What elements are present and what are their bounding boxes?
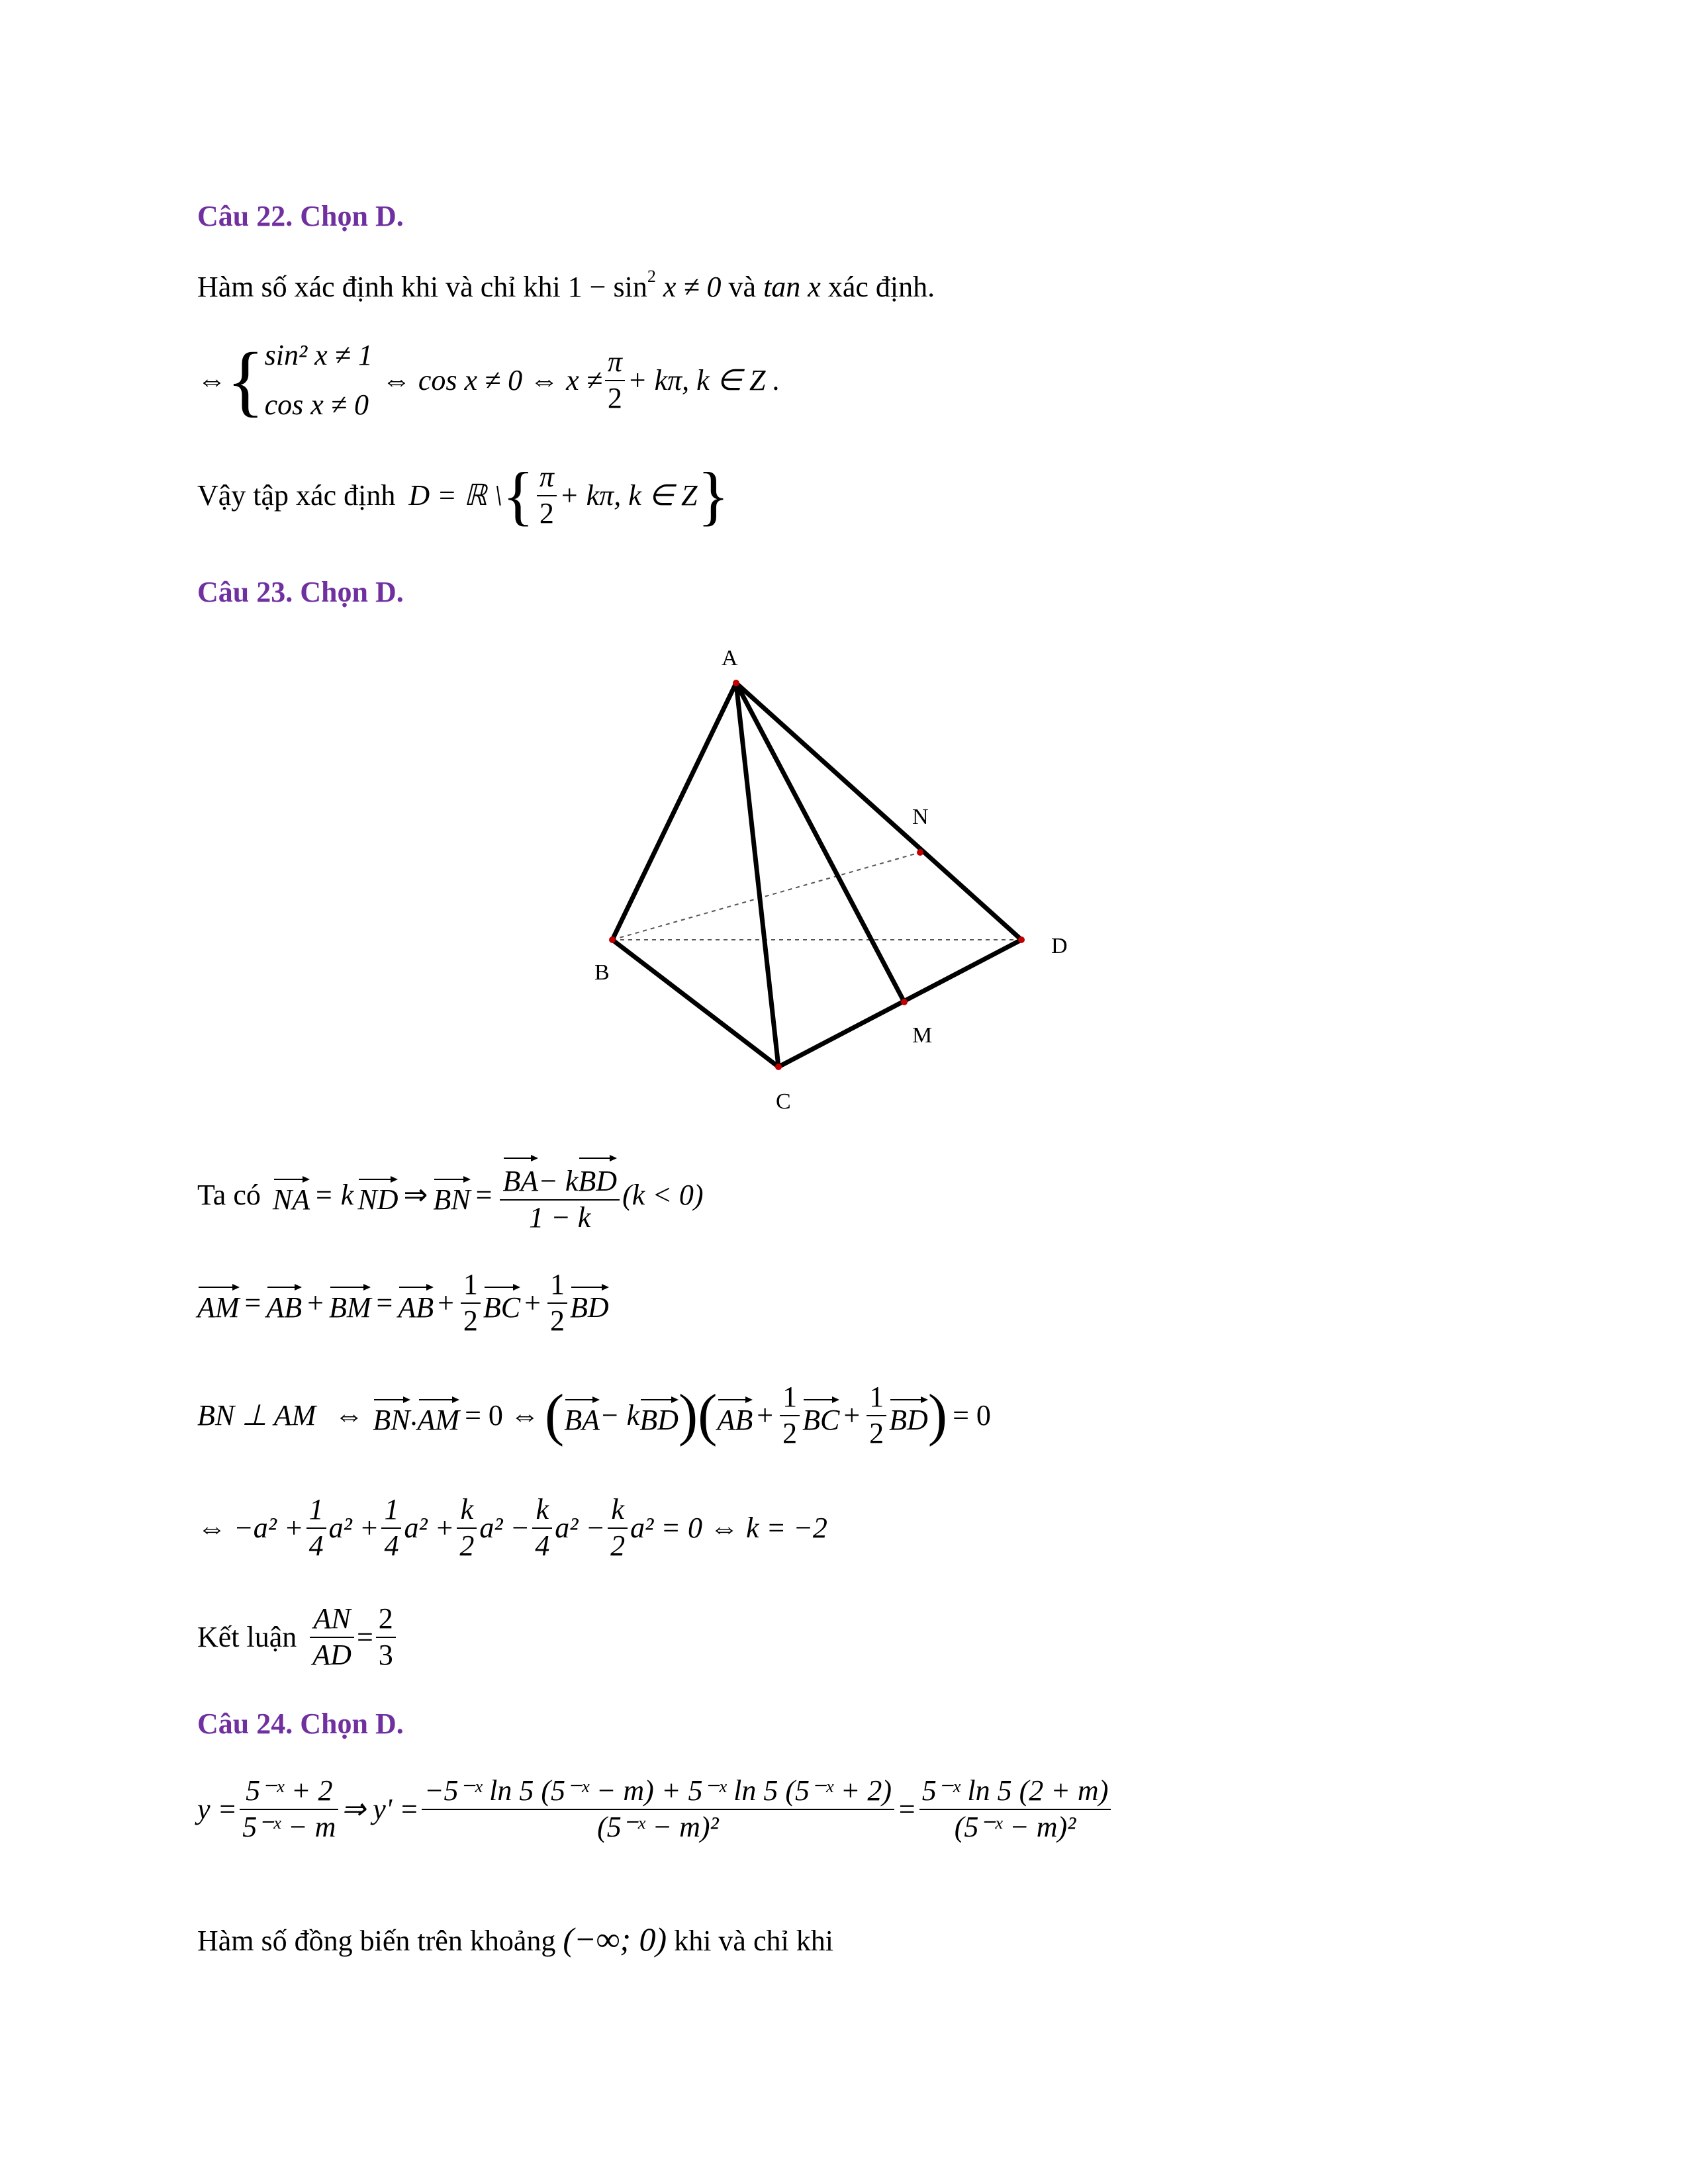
q24-eq: = bbox=[897, 1792, 917, 1825]
q23-line2-eq: = bbox=[244, 1286, 261, 1319]
q24-y-lhs: y = bbox=[197, 1792, 238, 1825]
q22-domain-text: Vậy tập xác định bbox=[197, 478, 396, 512]
vec-BD: BD bbox=[578, 1155, 617, 1199]
q23-line1-frac-den: 1 − k bbox=[529, 1201, 591, 1234]
q23-line1-eq: = k bbox=[314, 1178, 354, 1211]
vec-ND: ND bbox=[357, 1176, 398, 1214]
q22-sys-row2: cos x ≠ 0 bbox=[264, 388, 369, 421]
label-B: B bbox=[594, 960, 610, 985]
vec-AM: AM bbox=[197, 1284, 240, 1322]
q24-d-den: (5⁻ˣ − m)² bbox=[597, 1810, 719, 1843]
vec-BD-4: BD bbox=[889, 1396, 928, 1435]
q23-line4-term3: a² − bbox=[479, 1511, 530, 1544]
point-A bbox=[733, 680, 739, 686]
q22-line1-end: xác định. bbox=[827, 271, 935, 303]
q23-line4-frac5-den: 2 bbox=[610, 1529, 626, 1562]
q23-line3-zero: = 0 ⇔ bbox=[465, 1398, 539, 1432]
vec-AB-2: AB bbox=[398, 1284, 434, 1322]
q22-heading: Câu 22. Chọn D. bbox=[197, 200, 404, 232]
q23-line1-eq2: = bbox=[475, 1178, 492, 1211]
q22-domain-lhs: D = ℝ \ bbox=[408, 478, 502, 512]
edge-AD bbox=[736, 683, 1021, 940]
vec-BD-2: BD bbox=[570, 1284, 609, 1322]
q23-line4-frac3 bbox=[457, 1492, 477, 1564]
q22-domain-rbrace: } bbox=[697, 458, 729, 532]
q23-line4-frac2-den: 4 bbox=[384, 1529, 399, 1562]
vec-NA: NA bbox=[273, 1176, 310, 1214]
q23-conclusion-rden: 3 bbox=[378, 1638, 393, 1671]
point-N bbox=[917, 849, 923, 856]
q22-domain-end: + kπ, k ∈ Z bbox=[559, 478, 698, 512]
q23-line1-text: Ta có bbox=[197, 1178, 261, 1211]
q23-line3-end: = 0 bbox=[953, 1398, 991, 1432]
q22-frac-den: 2 bbox=[607, 381, 622, 414]
q23-line2-frac2 bbox=[547, 1267, 567, 1339]
q22-line1 bbox=[197, 268, 935, 302]
q24-r-den: (5⁻ˣ − m)² bbox=[954, 1810, 1076, 1843]
q23-line2-frac1-num: 1 bbox=[461, 1267, 481, 1304]
q23-line4-term4: a² − bbox=[555, 1511, 606, 1544]
q23-line3-lparen2: ( bbox=[698, 1383, 718, 1447]
q23-line4-frac2-num: 1 bbox=[381, 1492, 401, 1529]
q23-line4-frac4-den: 4 bbox=[535, 1529, 550, 1562]
q24-final-a: Hàm số đồng biến trên khoảng bbox=[197, 1925, 556, 1957]
vec-AB-3: AB bbox=[717, 1396, 753, 1435]
point-D bbox=[1018, 936, 1025, 943]
q23-line3-frac1 bbox=[780, 1380, 800, 1451]
q22-domain-frac bbox=[537, 460, 557, 531]
vec-BM: BM bbox=[329, 1284, 371, 1322]
q24-r-frac bbox=[919, 1774, 1111, 1845]
q24-y-frac bbox=[240, 1774, 338, 1845]
vec-BN-2: BN bbox=[373, 1396, 410, 1435]
q23-line3-frac2 bbox=[867, 1380, 886, 1451]
q23-line3-eqv: ⇔ bbox=[334, 1398, 364, 1432]
q23-line4-term2: a² + bbox=[404, 1511, 455, 1544]
q22-domain-frac-num: π bbox=[537, 460, 557, 496]
q23-line3-plus2: + bbox=[843, 1398, 861, 1432]
vec-BD-3: BD bbox=[639, 1396, 679, 1435]
q23-heading: Câu 23. Chọn D. bbox=[197, 576, 404, 608]
q22-domain-frac-den: 2 bbox=[539, 496, 554, 529]
q23-line1-cond: (k < 0) bbox=[622, 1178, 704, 1211]
q24-y-den: 5⁻ˣ − m bbox=[242, 1810, 336, 1843]
vec-BC: BC bbox=[483, 1284, 520, 1322]
q23-line3-lparen1: ( bbox=[544, 1383, 565, 1447]
q24-final bbox=[197, 1923, 833, 1956]
point-M bbox=[901, 999, 908, 1005]
q23-line2-plus: + bbox=[307, 1286, 324, 1319]
q24-r-num: 5⁻ˣ ln 5 (2 + m) bbox=[919, 1774, 1111, 1810]
q24-d-frac bbox=[422, 1774, 894, 1845]
q23-conclusion bbox=[197, 1602, 399, 1673]
tetrahedron-figure bbox=[569, 635, 1099, 1125]
q23-line4-frac2 bbox=[381, 1492, 401, 1564]
q23-line3-frac1-den: 2 bbox=[782, 1416, 798, 1449]
q22-frac-pi2 bbox=[605, 345, 625, 416]
q23-line3-rparen2: ) bbox=[927, 1383, 948, 1447]
q23-line3-rparen1: ) bbox=[678, 1383, 698, 1447]
q23-line1-frac-num bbox=[500, 1155, 620, 1201]
q22-equiv: ⇔ bbox=[197, 363, 226, 396]
edge-CD bbox=[778, 940, 1021, 1067]
label-M: M bbox=[912, 1023, 933, 1048]
q23-line4-frac1 bbox=[306, 1492, 326, 1564]
q23-line1-num-op: − k bbox=[538, 1165, 579, 1197]
q24-final-b: khi và chỉ khi bbox=[674, 1925, 833, 1957]
q23-line3-kbd: − k bbox=[599, 1398, 640, 1432]
q23-line2-frac1-den: 2 bbox=[463, 1304, 478, 1337]
q24-line1 bbox=[197, 1774, 1113, 1845]
q23-line1 bbox=[197, 1155, 704, 1236]
q22-frac-num: π bbox=[605, 345, 625, 381]
q22-line1-and: và bbox=[728, 271, 757, 303]
q24-deriv: ⇒ y' = bbox=[341, 1792, 419, 1825]
q23-line4-last: a² = 0 ⇔ k = −2 bbox=[630, 1511, 827, 1544]
q23-conclusion-den: AD bbox=[312, 1638, 352, 1671]
q23-line4-frac1-num: 1 bbox=[306, 1492, 326, 1529]
q22-line1-expr-a: 1 − sin bbox=[567, 271, 647, 303]
q23-line2-frac2-den: 2 bbox=[549, 1304, 565, 1337]
edge-AC bbox=[736, 683, 778, 1067]
point-B bbox=[609, 936, 616, 943]
label-A: A bbox=[722, 646, 738, 670]
q23-line4-frac4-num: k bbox=[532, 1492, 552, 1529]
q23-conclusion-rfrac bbox=[376, 1602, 396, 1673]
q22-sys-row1: sin² x ≠ 1 bbox=[264, 339, 373, 371]
vec-AM-2: AM bbox=[418, 1396, 460, 1435]
q23-line3-dot: . bbox=[410, 1398, 418, 1432]
q23-line1-implies: ⇒ bbox=[403, 1178, 428, 1211]
q23-line2-plus3: + bbox=[524, 1286, 541, 1319]
vec-BA: BA bbox=[502, 1155, 538, 1199]
q22-line1-expr-b: x ≠ 0 bbox=[663, 271, 722, 303]
vec-AB: AB bbox=[266, 1284, 302, 1322]
q23-line4-frac3-den: 2 bbox=[459, 1529, 475, 1562]
q22-domain bbox=[197, 460, 729, 531]
q22-brace: { bbox=[226, 336, 265, 424]
label-N: N bbox=[912, 805, 929, 829]
point-C bbox=[775, 1064, 782, 1070]
q23-line4-frac4 bbox=[532, 1492, 552, 1564]
q22-line1-tan: tan x bbox=[763, 271, 821, 303]
q23-line2-eq2: = bbox=[376, 1286, 393, 1319]
q22-line1-sup: 2 bbox=[647, 267, 656, 286]
q23-line3 bbox=[197, 1380, 991, 1451]
q24-heading: Câu 24. Chọn D. bbox=[197, 1707, 404, 1740]
q23-line3-lhs: BN ⊥ AM bbox=[197, 1398, 316, 1432]
q23-line4-frac3-num: k bbox=[457, 1492, 477, 1529]
segment-AM bbox=[736, 683, 904, 1002]
q22-line1-text: Hàm số xác định khi và chỉ khi bbox=[197, 271, 561, 303]
q23-line4-frac5 bbox=[608, 1492, 628, 1564]
label-D: D bbox=[1051, 934, 1068, 958]
q22-line2-end: + kπ, k ∈ Z . bbox=[627, 363, 780, 396]
q24-y-num: 5⁻ˣ + 2 bbox=[240, 1774, 338, 1810]
q23-line4-frac5-num: k bbox=[608, 1492, 628, 1529]
q22-domain-lbrace: { bbox=[502, 458, 534, 532]
q23-line4-term1: a² + bbox=[328, 1511, 379, 1544]
q23-conclusion-text: Kết luận bbox=[197, 1620, 297, 1653]
q22-system bbox=[265, 331, 373, 430]
vec-BA-2: BA bbox=[564, 1396, 600, 1435]
q23-conclusion-num: AN bbox=[310, 1602, 354, 1638]
label-C: C bbox=[776, 1089, 791, 1114]
q23-line2-frac1 bbox=[461, 1267, 481, 1339]
q24-final-interval: (−∞; 0) bbox=[563, 1921, 667, 1958]
q24-d-num: −5⁻ˣ ln 5 (5⁻ˣ − m) + 5⁻ˣ ln 5 (5⁻ˣ + 2) bbox=[422, 1774, 894, 1810]
edge-BC bbox=[612, 940, 778, 1067]
q23-line4 bbox=[197, 1492, 827, 1564]
q23-conclusion-frac bbox=[310, 1602, 354, 1673]
vec-BC-2: BC bbox=[802, 1396, 839, 1435]
q23-line3-frac2-num: 1 bbox=[867, 1380, 886, 1416]
vec-BN: BN bbox=[433, 1176, 470, 1214]
q23-line2-frac2-num: 1 bbox=[547, 1267, 567, 1304]
q23-line4-start: ⇔ −a² + bbox=[197, 1511, 304, 1544]
q22-line2 bbox=[197, 331, 780, 430]
q23-line3-frac1-num: 1 bbox=[780, 1380, 800, 1416]
q23-line1-frac bbox=[500, 1155, 620, 1236]
q23-conclusion-eq: = bbox=[356, 1620, 373, 1653]
q23-line3-plus1: + bbox=[757, 1398, 774, 1432]
q23-line2-plus2: + bbox=[438, 1286, 454, 1319]
q23-conclusion-rnum: 2 bbox=[376, 1602, 396, 1638]
q23-line3-frac2-den: 2 bbox=[869, 1416, 884, 1449]
q22-line2-mid: ⇔ cos x ≠ 0 ⇔ x ≠ bbox=[381, 363, 602, 396]
edge-AB bbox=[612, 683, 736, 940]
q23-line4-frac1-den: 4 bbox=[308, 1529, 324, 1562]
segment-BN-hidden bbox=[612, 852, 920, 940]
q23-line2 bbox=[197, 1267, 609, 1339]
